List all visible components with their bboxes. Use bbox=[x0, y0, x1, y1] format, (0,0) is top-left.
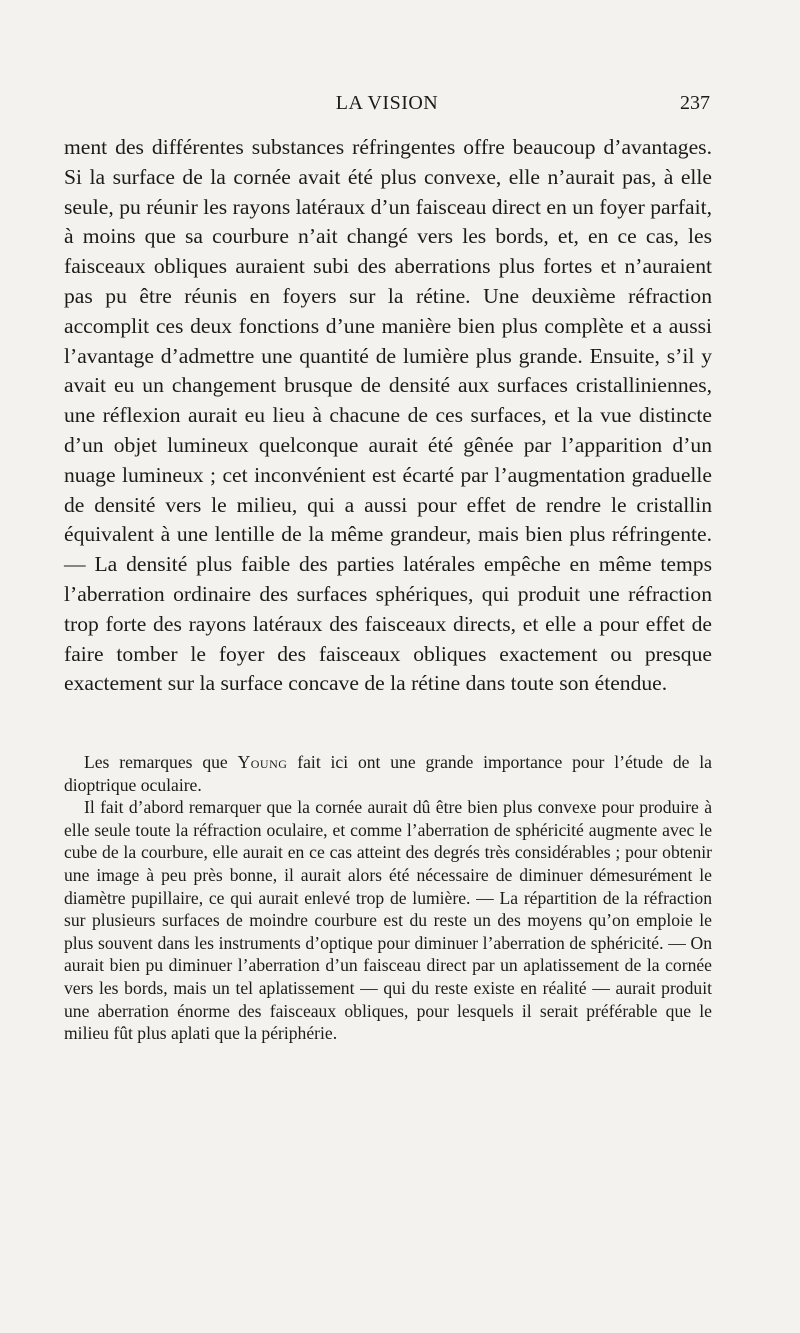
running-title: LA VISION bbox=[335, 92, 439, 114]
main-text-block bbox=[64, 133, 712, 699]
running-head bbox=[64, 92, 710, 118]
commentary-note bbox=[64, 751, 712, 1045]
note-text-before-author: Les remarques que bbox=[84, 752, 238, 772]
main-paragraph: ment des différentes substances réfringentes offre beaucoup d’avantages. Si la surface de la cornée avait été plus convexe, elle n’aurait pas, à elle seule, pu réunir les rayons latéraux d’un faisceau direct en un foyer parfait, à moins que sa courbure n’ait changé vers les bords, et, en ce cas, les faisceaux obliques auraient subi des aberrations plus fortes et n’auraient pas pu être réunis en foyers sur la rétine. Une deuxième réfraction accomplit ces deux fonctions d’une manière bien plus complète et a aussi l’avantage d’admettre une quantité de lumière plus grande. Ensuite, s’il y avait eu un changement brusque de densité aux surfaces cristalliniennes, une réflexion aurait eu lieu à chacune de ces surfaces, et la vue distincte d’un objet lumineux quelconque aurait été gênée par l’apparition d’un nuage lumineux ; cet inconvénient est écarté par l’augmentation graduelle de densité vers le milieu, qui a aussi pour effet de rendre le cristallin équivalent à une lentille de la même grandeur, mais bien plus réfringente. — La densité plus faible des parties latérales empêche en même temps l’aberration ordinaire des surfaces sphériques, qui produit une réfraction trop forte des rayons latéraux des faisceaux directs, et elle a pour effet de faire tomber le foyer des faisceaux obliques exactement ou presque exactement sur la surface concave de la rétine dans toute son étendue. bbox=[64, 135, 712, 696]
page-number: 237 bbox=[680, 92, 710, 114]
note-text-after-author: fait ici ont une grande importance pour l’étude de la dioptrique oculaire. bbox=[64, 752, 712, 795]
author-name: Young bbox=[237, 752, 288, 772]
note-paragraph-2: Il fait d’abord remarquer que la cornée aurait dû être bien plus convexe pour produire à elle seule toute la réfraction oculaire, et comme l’aberration de sphéricité augmente avec le cube de la courbure, elle aurait en ce cas atteint des degrés très considérables ; pour obtenir une image à peu près bonne, il aurait alors été nécessaire de diminuer démesurément le diamètre pupillaire, ce qui aurait enlevé trop de lumière. — La répartition de la réfraction sur plusieurs surfaces de moindre courbure est du reste un des moyens qu’on emploie le plus souvent dans les instruments d’optique pour diminuer l’aberration de sphéricité. — On aurait bien pu diminuer l’aberration d’un faisceau direct par un aplatissement de la cornée vers les bords, mais un tel aplatissement — qui du reste existe en réalité — aurait produit une aberration énorme des faisceaux obliques, pour lesquels il serait préférable que le milieu fût plus aplati que la périphérie. bbox=[64, 797, 712, 1044]
note-paragraph-1 bbox=[64, 751, 712, 796]
